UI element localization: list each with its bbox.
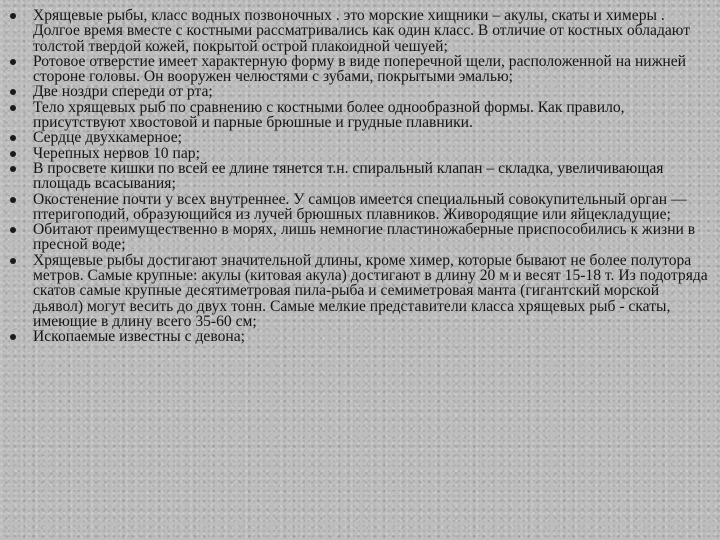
bullet-item <box>8 146 708 161</box>
bullet-dot-icon <box>10 105 16 111</box>
bullet-dot-icon <box>10 89 16 95</box>
bullet-dot-icon <box>10 334 16 340</box>
bullet-item <box>8 161 708 192</box>
bullet-text: Ископаемые известны с девона; <box>33 328 245 346</box>
bullet-dot-icon <box>10 258 16 264</box>
bullet-text: Две ноздри спереди от рта; <box>33 83 213 101</box>
bullet-dot-icon <box>10 135 16 141</box>
bullet-dot-icon <box>10 197 16 203</box>
bullet-list <box>8 8 708 345</box>
bullet-text: Окостенение почти у всех внутреннее. У самцов имеется специальный совокупительный орган — птеригоподий, образующийся из лучей брюшных плавников. Живородящие или яйцекладущие; <box>33 190 687 223</box>
bullet-dot-icon <box>10 166 16 172</box>
bullet-item <box>8 84 708 99</box>
bullet-text: В просвете кишки по всей ее длине тянется т.н. спиральный клапан – складка, увеличивающая площадь всасывания; <box>33 159 664 193</box>
bullet-text: Хрящевые рыбы достигают значительной длины, кроме химер, которые бывают не более полутора метров. Самые крупные: акулы (китовая акула) достигают в длину 20 м и весят 15-18 т. Из подотряда скатов самые крупные десятиметровая пила-рыба и семиметровая манта (гигантский морской дьявол) могут весить до двух тонн. Самые мелкие представители класса хрящевых рыб - скаты, имеющие в длину всего 35-60 см; <box>33 251 708 330</box>
bullet-item <box>8 192 708 223</box>
bullet-text: Тело хрящевых рыб по сравнению с костными более однообразной формы. Как правило, присутствуют хвостовой и парные брюшные и грудные плавники. <box>33 98 625 132</box>
bullet-dot-icon <box>10 151 16 157</box>
bullet-text: Обитают преимущественно в морях, лишь немногие пластиножаберные приспособились к жизни в пресной воде; <box>33 221 696 254</box>
bullet-text: Черепных нервов 10 пар; <box>33 144 200 162</box>
bullet-text: Сердце двухкамерное; <box>33 129 182 147</box>
bullet-dot-icon <box>10 13 16 19</box>
bullet-item <box>8 222 708 253</box>
bullet-item <box>8 130 708 145</box>
bullet-text: Хрящевые рыбы, класс водных позвоночных . это морские хищники – акулы, скаты и химеры . Долгое время вместе с костными рассматривались как один класс. В отличие от костных обладают толстой твердой кожей, покрытой острой плакоидной чешуей; <box>33 7 691 55</box>
bullet-item <box>8 100 708 131</box>
bullet-item <box>8 253 708 329</box>
bullet-item <box>8 54 708 85</box>
bullet-dot-icon <box>10 59 16 65</box>
bullet-dot-icon <box>10 227 16 233</box>
bullet-item <box>8 329 708 344</box>
bullet-text: Ротовое отверстие имеет характерную форму в виде поперечной щели, расположенной на нижней стороне головы. Он вооружен челюстями с зубами, покрытыми эмалью; <box>33 52 687 86</box>
bullet-item <box>8 8 708 54</box>
